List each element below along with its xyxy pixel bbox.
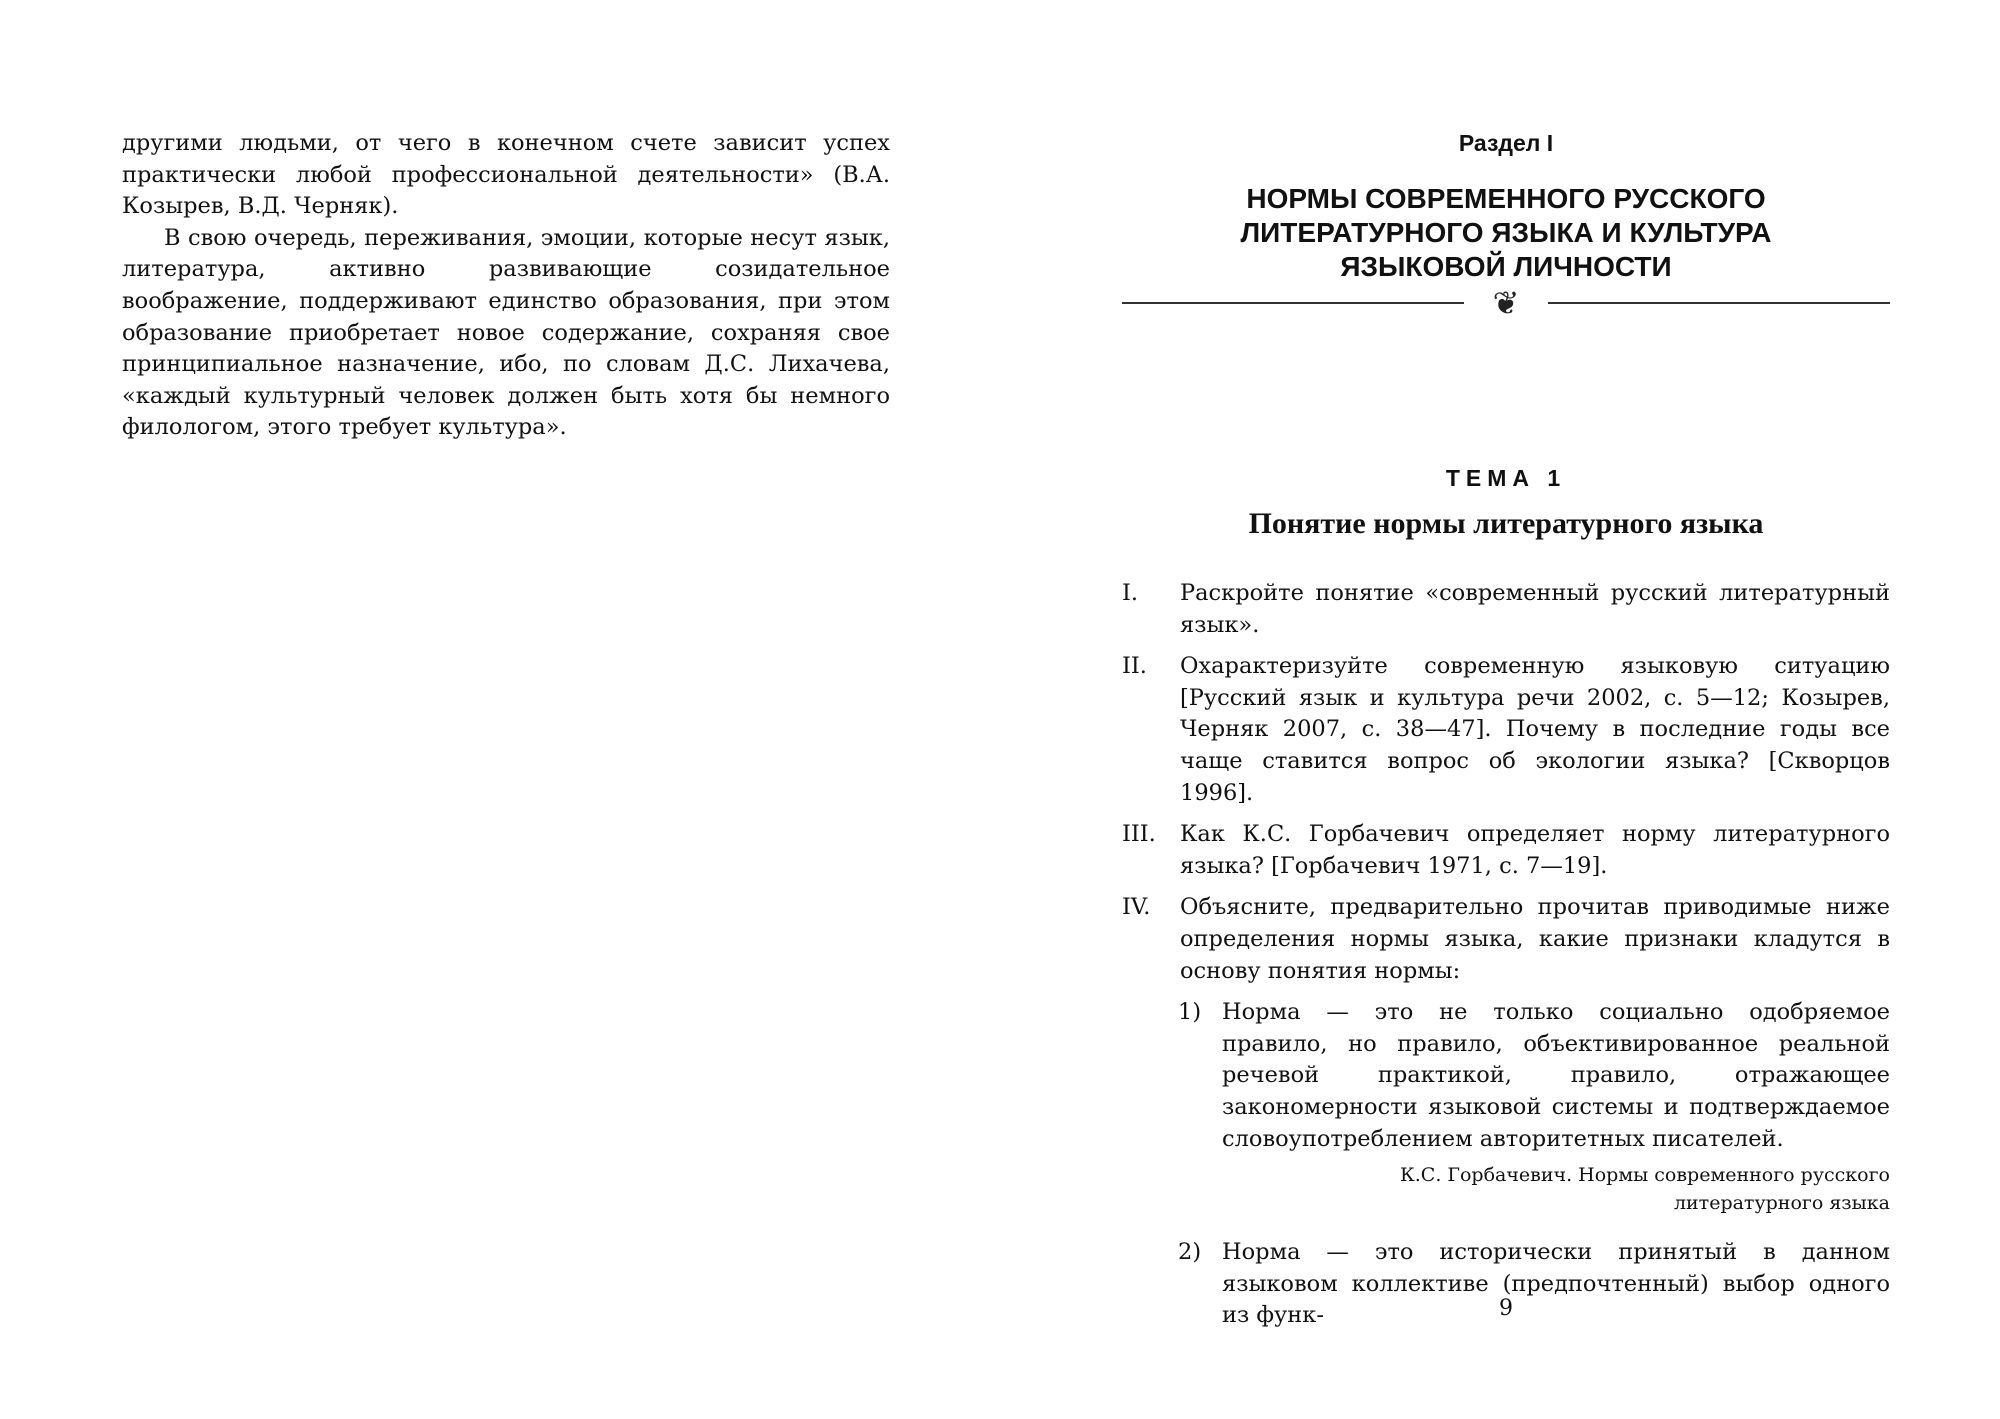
question-text: Объясните, предварительно прочитав приводимые ниже определения нормы языка, какие признаки кладутся в основу понятия нормы: [1180,894,1890,984]
left-paragraph-2: В свою очередь, переживания, эмоции, которые несут язык, литература, активно развивающие созидательное воображение, поддерживают единство образования, при этом образование приобретает новое содержание, сохраняя свое принципиальное назначение, ибо, по словам Д.С. Лихачева, «каждый культурный человек должен быть хотя бы немного филологом, этого требует культура». [122,224,890,441]
question-item [1122,892,1890,987]
question-text: Как К.С. Горбачевич определяет норму литературного языка? [Горбачевич 1971, с. 7—19]. [1180,821,1890,879]
definition-number: 1) [1178,999,1202,1026]
attribution-line: К.С. Горбачевич. Нормы современного русского [1400,1164,1890,1187]
left-page-text [122,128,890,444]
left-paragraph-1: другими людьми, от чего в конечном счете зависит успех практически любой профессиональной деятельности» (В.А. Козырев, В.Д. Черняк). [122,130,890,220]
question-text: Раскройте понятие «современный русский литературный язык». [1180,580,1890,638]
right-page [1000,0,2000,1419]
question-number: IV. [1122,894,1151,921]
question-number: II. [1122,653,1147,680]
questions-list [1122,578,1890,1332]
question-number: III. [1122,821,1156,848]
ornament-icon: ❦ [1492,284,1520,322]
definition-text: Норма — это исторически принятый в данном языковом коллективе (предпочтенный) выбор одного из функ- [1222,1239,1890,1329]
definition-number: 2) [1178,1239,1202,1266]
attribution-line: литературного языка [1673,1192,1890,1215]
section-title-line: ЛИТЕРАТУРНОГО ЯЗЫКА И КУЛЬТУРА [1240,217,1772,248]
definitions-list [1122,997,1890,1332]
question-item [1122,819,1890,882]
section-title-line: НОРМЫ СОВРЕМЕННОГО РУССКОГО [1246,183,1766,214]
definition-attribution [1122,1161,1890,1217]
definition-item [1122,997,1890,1155]
ornament-rule-left [1122,302,1464,304]
section-title-line: ЯЗЫКОВОЙ ЛИЧНОСТИ [1340,251,1672,282]
topic-title: Понятие нормы литературного языка [1248,507,1764,540]
definition-text: Норма — это не только социально одобряемое правило, но правило, объективированное реальной речевой практикой, правило, отражающее закономерности языковой системы и подтверждаемое словоупотреблением авторитетных писателей. [1222,999,1890,1152]
section-title [1122,182,1890,284]
question-number: I. [1122,580,1139,606]
topic-label: ТЕМА 1 [1445,465,1567,491]
ornament-rule-right [1548,302,1890,304]
question-item [1122,651,1890,809]
question-item [1122,578,1890,641]
page-number: 9 [1499,1296,1513,1321]
question-text: Охарактеризуйте современную языковую ситуацию [Русский язык и культура речи 2002, с. 5—12; Козырев, Черняк 2007, с. 38—47]. Почему в последние годы все чаще ставится вопрос об экологии языка? [Скворцов 1996]. [1180,653,1890,806]
section-label: Раздел I [1458,130,1554,156]
